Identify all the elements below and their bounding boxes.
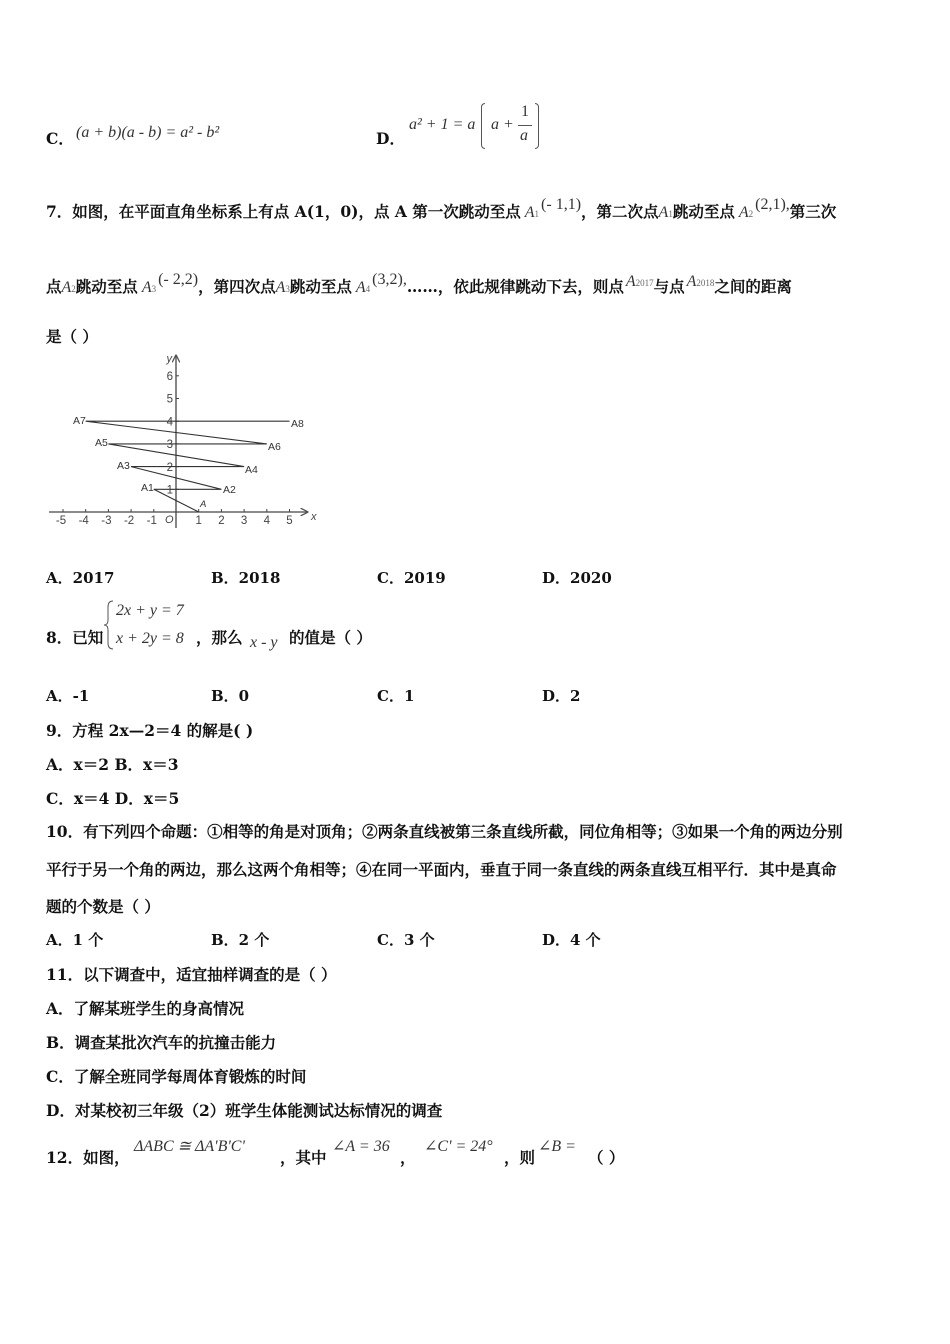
x-tick-label: -3: [101, 515, 112, 527]
q12-angle-b: ∠B =: [538, 1138, 576, 1155]
q7-a1b-letter: A: [658, 204, 669, 221]
q11-option-a: A．了解某班学生的身高情况: [46, 999, 245, 1018]
q7-a2-letter: A: [738, 204, 749, 221]
q7-a2b: [62, 279, 76, 296]
q7-a1b: [659, 204, 673, 221]
q8-option-d: D．2: [542, 687, 581, 705]
x-axis-label: x: [311, 511, 317, 523]
q9-stem: 9．方程 2x—2＝4 的解是( ): [46, 721, 254, 740]
q7-option-d: D．2020: [542, 569, 612, 587]
origin-label: O: [165, 514, 174, 526]
d-formula-left: a² + 1 = a: [409, 116, 476, 133]
y-tick-label: 4: [166, 416, 173, 429]
q8-eq1: 2x + y = 7: [116, 602, 184, 619]
q8-pre: 8．已知: [46, 628, 104, 647]
point-label-a8: A8: [291, 418, 304, 430]
q7-a4: [356, 279, 370, 296]
q11-option-d: D．对某校初三年级（2）班学生体能测试达标情况的调查: [46, 1101, 443, 1120]
q7-text-2b: 跳动至点: [75, 277, 138, 296]
q7-line2: [46, 271, 792, 297]
x-tick-label: -4: [78, 515, 89, 527]
q11-option-c: C．了解全班同学每周体育锻炼的时间: [46, 1067, 307, 1086]
q7-text-2a: 点: [46, 277, 62, 296]
q8-option-a: A．-1: [46, 687, 90, 705]
q8-eq2: x + 2y = 8: [116, 630, 184, 647]
point-label-a5: A5: [95, 437, 108, 449]
point-label-a4: A4: [245, 464, 258, 476]
q11-option-b: B．调查某批次汽车的抗撞击能力: [46, 1033, 277, 1052]
q7-a4-sub: 4: [365, 284, 371, 294]
q7-a2017: [626, 273, 654, 290]
q7-a2017-sub: 2017: [635, 278, 654, 288]
q10-line2: 平行于另一个角的两边，那么这两个角相等；④在同一平面内，垂直于同一条直线的两条直线互相平行．其中是真命: [46, 860, 837, 879]
q9-options-row2: C．x＝4 D．x＝5: [46, 789, 180, 808]
y-tick-label: 2: [166, 461, 173, 474]
q11-stem: 11．以下调查中，适宜抽样调查的是（ ）: [46, 965, 337, 984]
point-label-a1: A1: [141, 482, 154, 494]
q12-sep: ，: [400, 1148, 416, 1167]
q10-line3: 题的个数是（ ）: [46, 897, 160, 916]
brace-icon: [104, 600, 114, 650]
y-tick-label: 6: [166, 371, 173, 383]
q7-text-2g: 之间的距离: [714, 277, 792, 296]
q7-a2018: [687, 273, 715, 290]
q7-a2-sub: 2: [748, 209, 754, 219]
q7-a4-coord: (3,2),: [372, 271, 407, 288]
q8-mid: ，那么: [196, 628, 243, 647]
x-tick-label: 2: [218, 515, 225, 527]
d-formula-inner: a +: [491, 116, 514, 133]
q7-a2b-letter: A: [61, 279, 72, 296]
q6-option-c-formula: (a + b)(a - b) = a² - b²: [76, 124, 220, 141]
q9-options-row1: A．x＝2 B．x＝3: [46, 755, 179, 774]
q7-a3: [142, 279, 156, 296]
q7-text-1a: 7．如图，在平面直角坐标系上有点 A(1，0)，点 A 第一次跳动至点: [46, 202, 521, 221]
q7-a3-coord: (- 2,2): [158, 271, 199, 288]
q7-text-2f: 与点: [653, 277, 685, 296]
q7-text-2e: ……，依此规律跳动下去，则点: [406, 277, 624, 296]
q7-a3b-sub: 3: [285, 284, 290, 294]
q12-mid1: ，其中: [280, 1148, 327, 1167]
q7-a3-letter: A: [141, 279, 152, 296]
q7-a2: [739, 204, 753, 221]
point-label-a6: A6: [268, 441, 281, 453]
x-tick-label: 4: [263, 515, 271, 527]
q8-expr: x - y: [250, 634, 278, 651]
q7-a3b-letter: A: [275, 279, 286, 296]
q10-line1: 10．有下列四个命题：①相等的角是对顶角；②两条直线被第三条直线所截，同位角相等；③如果一个角的两边分别: [46, 822, 843, 841]
q7-line3: 是（ ）: [46, 327, 98, 346]
q7-option-c: C．2019: [377, 569, 446, 587]
y-tick-label: 3: [166, 439, 173, 452]
q7-text-1c: 跳动至点: [672, 202, 735, 221]
q12-pre: 12．如图，: [46, 1148, 130, 1167]
q8-post: 的值是（ ）: [289, 628, 372, 647]
y-tick-labels: [167, 371, 174, 497]
d-frac-num: 1: [521, 103, 529, 120]
x-tick-label: 5: [286, 515, 293, 527]
d-frac-bar: [518, 125, 532, 126]
q7-a1-sub: 1: [534, 209, 540, 219]
x-tick-label: -5: [55, 515, 67, 527]
q7-a1-letter: A: [524, 204, 535, 221]
q7-text-2d: 跳动至点: [289, 277, 352, 296]
q7-text-1d: 第三次: [789, 202, 837, 221]
q8-option-c: C．1: [377, 687, 415, 705]
q10-option-c: C．3 个: [377, 931, 435, 949]
d-left-paren: [481, 103, 485, 149]
point-label-a3: A3: [117, 460, 130, 472]
x-tick-label: 3: [240, 515, 248, 527]
q7-a1b-sub: 1: [668, 209, 673, 219]
y-tick-label: 5: [166, 393, 173, 406]
q7-a2017-letter: A: [625, 273, 636, 290]
q7-a3-sub: 3: [151, 284, 157, 294]
q7-text-1b: ，第二次点: [581, 202, 659, 221]
x-tick-label: -1: [146, 515, 157, 527]
d-frac-den: a: [520, 127, 528, 144]
q7-a2018-sub: 2018: [696, 278, 715, 288]
q7-a3b: [276, 279, 290, 296]
d-right-paren: [535, 103, 539, 149]
point-label-a7: A7: [73, 415, 86, 427]
point-label-a2: A2: [223, 484, 236, 496]
q6-option-d-label: D．: [376, 129, 405, 148]
q12-post: （ ）: [588, 1148, 625, 1167]
q7-a2018-letter: A: [686, 273, 697, 290]
q10-option-b: B．2 个: [211, 931, 270, 949]
q7-a2-coord: (2,1),: [755, 196, 790, 213]
q12-mid2: ，则: [504, 1148, 536, 1167]
q7-a4-letter: A: [355, 279, 366, 296]
x-tick-labels: [56, 515, 293, 527]
q7-figure: [45, 352, 320, 530]
q12-angle-c: ∠C' = 24°: [424, 1138, 493, 1155]
point-label-a: A: [200, 499, 207, 510]
y-tick-label: 1: [166, 484, 173, 497]
q7-line1: [46, 196, 837, 222]
q7-option-a: A．2017: [46, 569, 115, 587]
x-tick-label: -2: [123, 515, 135, 527]
x-tick-label: 1: [195, 515, 202, 527]
y-axis-label: y: [166, 353, 172, 365]
q10-option-a: A．1 个: [46, 931, 104, 949]
q8-system-brace: [104, 600, 112, 650]
q12-congruence: ΔABC ≅ ΔA'B'C': [134, 1138, 245, 1155]
point-labels: [73, 415, 304, 510]
q7-option-b: B．2018: [211, 569, 281, 587]
q10-option-d: D．4 个: [542, 931, 601, 949]
q7-a2b-sub: 2: [71, 284, 76, 294]
q8-option-b: B．0: [211, 687, 250, 705]
q7-a1-coord: (- 1,1): [541, 196, 582, 213]
q7-text-2c: ，第四次点: [198, 277, 276, 296]
q12-angle-a: ∠A = 36: [332, 1138, 390, 1155]
q7-a1: [525, 204, 539, 221]
q6-option-c-label: C．: [46, 129, 74, 148]
